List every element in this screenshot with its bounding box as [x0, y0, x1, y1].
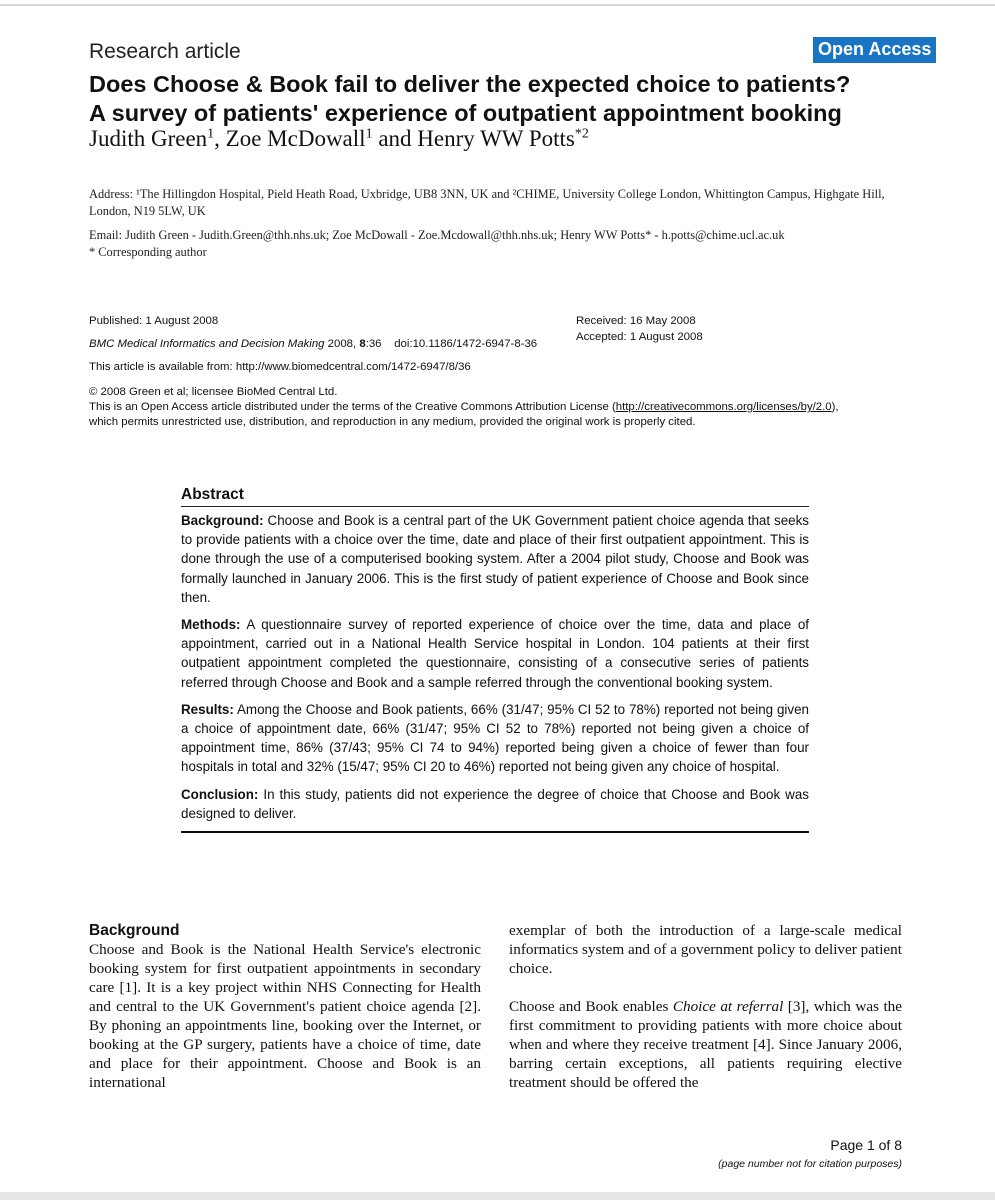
body-text: Choose and Book enables — [509, 998, 673, 1015]
body-paragraph — [509, 997, 902, 1092]
journal-volume: 8 — [359, 338, 366, 350]
abstract-label: Methods: — [181, 617, 241, 633]
received-date: Received: 16 May 2008 — [576, 315, 696, 327]
doi: doi:10.1186/1472-6947-8-36 — [394, 338, 538, 350]
body-column-left — [89, 921, 481, 1111]
author-name: Judith Green — [89, 126, 208, 151]
license-prefix: This is an Open Access article distributed under the terms of the Creative Commons Attribution License ( — [89, 401, 616, 413]
section-heading: Background — [89, 922, 180, 939]
accepted-date: Accepted: 1 August 2008 — [576, 331, 703, 343]
journal-name: BMC Medical Informatics and Decision Making — [89, 338, 325, 350]
published-date: Published: 1 August 2008 — [89, 315, 219, 327]
abstract-text: A questionnaire survey of reported experience of choice over the time, data and place of appointment, carried out in a National Health Service hospital in London. 104 patients at their first outpatient appointment completed the questionnaire, consisting of a consecutive series of patients referred through Choose and Book and a sample referred through the conventional booking system. — [181, 617, 809, 690]
top-border-line — [0, 4, 995, 6]
body-paragraph: exemplar of both the introduction of a large-scale medical informatics system and of a government policy to deliver patient choice. — [509, 922, 902, 977]
title-line-2: A survey of patients' experience of outpatient appointment booking — [89, 100, 842, 126]
bottom-scroll-bar — [0, 1192, 995, 1200]
article-availability: This article is available from: http://www.biomedcentral.com/1472-6947/8/36 — [89, 361, 471, 373]
journal-year: 2008, — [324, 338, 360, 350]
page-number-note: (page number not for citation purposes) — [718, 1158, 902, 1170]
author-affiliation-mark: *2 — [574, 126, 589, 142]
abstract-label: Conclusion: — [181, 786, 259, 802]
abstract-methods — [181, 615, 809, 692]
author-emails: Email: Judith Green - Judith.Green@thh.nhs.uk; Zoe McDowall - Zoe.Mcdowall@thh.nhs.uk; Henry WW Potts* - h.potts@chime.ucl.ac.uk — [89, 228, 785, 242]
body-text-italic: Choice at referral — [672, 998, 784, 1015]
journal-citation — [89, 338, 537, 350]
abstract-bottom-rule — [181, 831, 809, 833]
copyright-notice: © 2008 Green et al; licensee BioMed Central Ltd. — [89, 386, 338, 398]
body-text: [3], which was the first commitment to providing patients with more choice about when and where they receive treatment [4]. Since January 2006, barring certain exceptions, all patients requiring elective treatment should be offered the — [509, 998, 903, 1091]
abstract-heading: Abstract — [181, 486, 809, 507]
body-column-right — [509, 921, 902, 1111]
license-suffix: ), — [831, 401, 839, 413]
journal-pages: :36 — [365, 338, 382, 350]
body-paragraph: Choose and Book is the National Health Service's electronic booking system for first outpatient appointments in secondary care [1]. It is a key project within NHS Connecting for Health and central to the UK Government's patient choice agenda [2]. By phoning an appointments line, booking over the Internet, or booking at the GP surgery, patients have a choice of time, date and place for their appointment. Choose and Book is an international — [89, 941, 481, 1091]
author-affiliation-mark: 1 — [207, 126, 215, 142]
abstract-box — [181, 486, 809, 833]
title-line-1: Does Choose & Book fail to deliver the expected choice to patients? — [89, 71, 851, 97]
abstract-label: Background: — [181, 513, 264, 528]
author-separator: , — [214, 126, 226, 151]
author-name: Henry WW Potts — [417, 126, 575, 151]
abstract-text: Choose and Book is a central part of the UK Government patient choice agenda that seeks to provide patients with a choice over the time, date and place of their first outpatient appointment. This is done through the use of a computerised booking system. After a 2004 pilot study, Choose and Book was formally launched in January 2006. This is the first study of patient experience of Choose and Book since then. — [181, 513, 809, 605]
author-separator: and — [372, 126, 418, 151]
open-access-badge[interactable]: Open Access — [813, 37, 936, 63]
license-statement-continued: which permits unrestricted use, distribution, and reproduction in any medium, provided the original work is properly cited. — [89, 416, 696, 428]
article-title — [89, 70, 919, 128]
abstract-background — [181, 511, 809, 607]
license-link[interactable]: http://creativecommons.org/licenses/by/2.0 — [615, 401, 832, 413]
abstract-results — [181, 700, 809, 777]
author-name: Zoe McDowall — [225, 126, 366, 151]
abstract-text: In this study, patients did not experience the degree of choice that Choose and Book was designed to deliver. — [181, 786, 809, 821]
article-type: Research article — [89, 40, 241, 63]
author-list — [89, 126, 589, 152]
author-affiliation-mark: 1 — [365, 126, 373, 142]
abstract-conclusion — [181, 785, 809, 823]
corresponding-author-note: * Corresponding author — [89, 245, 207, 259]
page-number: Page 1 of 8 — [830, 1137, 902, 1153]
abstract-text: Among the Choose and Book patients, 66% (31/47; 95% CI 52 to 78%) reported not being given a choice of appointment date, 66% (31/47; 95% CI 52 to 78%) reported not being given a choice of appointment time, 86% (37/43; 95% CI 74 to 94%) reported being given a choice of fewer than four hospitals in total and 32% (15/47; 95% CI 20 to 46%) reported not being given any choice of hospital. — [181, 701, 809, 775]
abstract-label: Results: — [181, 701, 234, 717]
license-statement — [89, 401, 839, 413]
author-address: Address: ¹The Hillingdon Hospital, Pield Heath Road, Uxbridge, UB8 3NN, UK and ²CHIME, University College London, Whittington Campus, Highgate Hill, London, N19 5LW, UK — [89, 187, 885, 218]
